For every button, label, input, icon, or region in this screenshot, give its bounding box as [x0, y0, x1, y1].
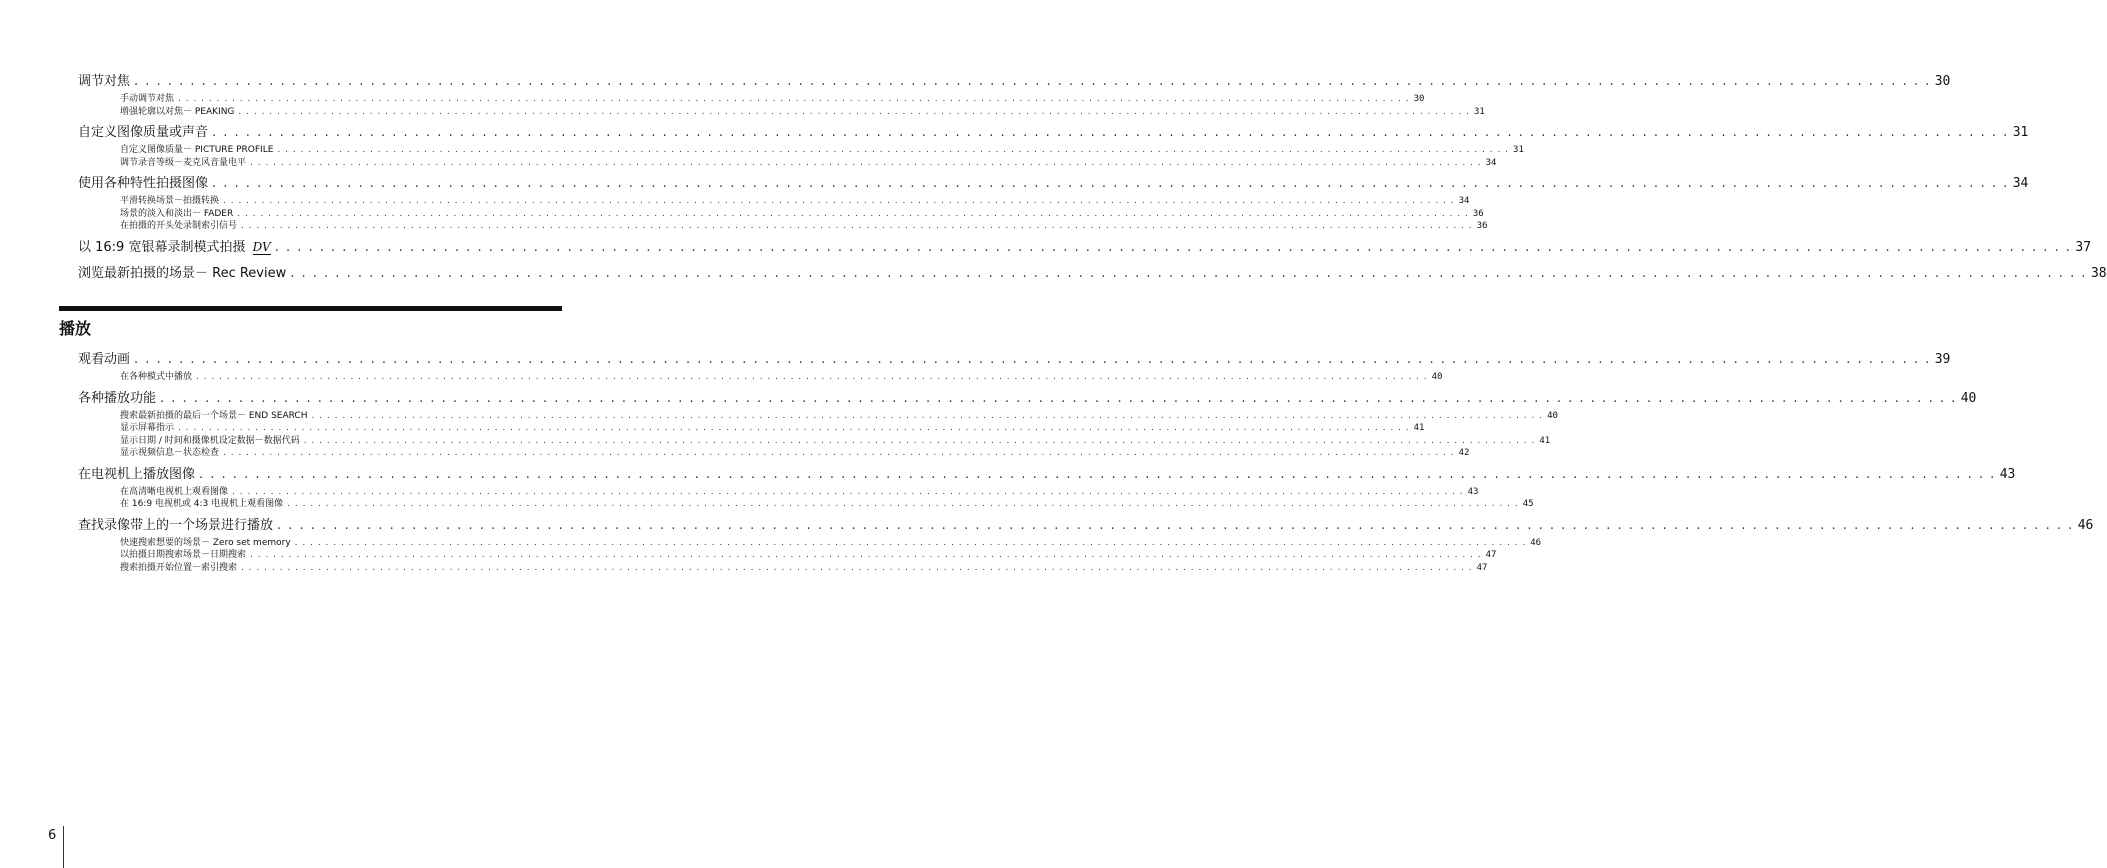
- toc-part1: [78, 70, 2107, 283]
- toc-subentry-page: 41: [1539, 435, 1551, 446]
- toc-subentry-page: 31: [1474, 106, 1485, 117]
- toc-subentry-title: 以拍摄日期搜索场景－日期搜索: [120, 550, 247, 560]
- toc-entry[interactable]: [78, 262, 2107, 283]
- toc-part2: [78, 348, 2094, 573]
- toc-entry[interactable]: [78, 348, 1951, 369]
- toc-subentry[interactable]: [78, 218, 1488, 231]
- toc-subentry-title: 场景的淡入和淡出－ FADER: [120, 208, 234, 219]
- toc-subentry-page: 43: [1467, 486, 1479, 497]
- toc-subentry-title: 搜索拍摄开始位置－索引搜索: [120, 562, 238, 573]
- leader-dots: . . . . . . . . . . . . . . . . . . . . . . . . . . . . . . . . . . . . . . . . . . . . . . . . . . . . . . . . . . . . . . . . . . . . . . . . . . . . . . . . . . . . . . . . . . . . . . . . . . . . . . . . . . . . . . . . . . . . . . . . . . . . . . . . . . . . . . . . . . . . . . . . . . . . . . . . . . . . . . . .: [311, 410, 1544, 421]
- toc-subentry-title: 在高清晰电视机上观看图像: [120, 486, 229, 497]
- toc-entry-page: 46: [2077, 517, 2094, 533]
- leader-dots: . . . . . . . . . . . . . . . . . . . . . . . . . . . . . . . . . . . . . . . . . . . . . . . . . . . . . . . . . . . . . . . . . . . . . . . . . . . . . . . . . . . . . . . . . . . . . . . . . . . . . . . . . . . . . . . . . . . . . . . . . . . . . . . . . . . . . . . . . . . . . . . . . . . . . . . . . . . . . . . .: [196, 372, 1428, 382]
- leader-dots: . . . . . . . . . . . . . . . . . . . . . . . . . . . . . . . . . . . . . . . . . . . . . . . . . . . . . . . . . . . . . . . . . . . . . . . . . . . . . . . . . . . . . . . . . . . . . . . . . . . . . . . . . . . . . . . . . . . . . . . . . . . . . . . . . . . . . . . . . . . . . . . . . . . . . . . . . . . . . . . .: [250, 157, 1482, 168]
- leader-dots: . . . . . . . . . . . . . . . . . . . . . . . . . . . . . . . . . . . . . . . . . . . . . . . . . . . . . . . . . . . . . . . . . . . . . . . . . . . . . . . . . . . . . . . . . . . . . . . . . . . . . . . . . . . . . . . . . . . . . . . . . . . . . . . . . . . . . . . . . . . . . . . . . . . . . . . . . . . . . . . .: [303, 435, 1536, 446]
- leader-dots: . . . . . . . . . . . . . . . . . . . . . . . . . . . . . . . . . . . . . . . . . . . . . . . . . . . . . . . . . . . . . . . . . . . . . . . . . . . . . . . . . . . . . . . . . . . . . . . . . . . . . . . . . . . . . . . . . . . . . . . . . . . . . . . . . . . . . . . . . . . . . . . . . . . . . . . . . . . . . . . .: [274, 239, 2072, 255]
- toc-subentry-page: 47: [1476, 562, 1488, 573]
- leader-dots: . . . . . . . . . . . . . . . . . . . . . . . . . . . . . . . . . . . . . . . . . . . . . . . . . . . . . . . . . . . . . . . . . . . . . . . . . . . . . . . . . . . . . . . . . . . . . . . . . . . . . . . . . . . . . . . . . . . . . . . . . . . . . . . . . . . . . . . . . . . . . . . . . . . . . . . . . . . . . . . .: [241, 221, 1473, 231]
- toc-subentry-title: 自定义图像质量－ PICTURE PROFILE: [120, 145, 274, 155]
- toc-subentry-title: 在各种模式中播放: [120, 372, 193, 382]
- toc-subentry-page: 30: [1413, 94, 1425, 104]
- leader-dots: . . . . . . . . . . . . . . . . . . . . . . . . . . . . . . . . . . . . . . . . . . . . . . . . . . . . . . . . . . . . . . . . . . . . . . . . . . . . . . . . . . . . . . . . . . . . . . . . . . . . . . . . . . . . . . . . . . . . . . . . . . . . . . . . . . . . . . . . . . . . . . . . . . . . . . . . . . . . . . . .: [160, 390, 1957, 406]
- leader-dots: . . . . . . . . . . . . . . . . . . . . . . . . . . . . . . . . . . . . . . . . . . . . . . . . . . . . . . . . . . . . . . . . . . . . . . . . . . . . . . . . . . . . . . . . . . . . . . . . . . . . . . . . . . . . . . . . . . . . . . . . . . . . . . . . . . . . . . . . . . . . . . . . . . . . . . . . . . . . . . . .: [232, 486, 1464, 497]
- toc-subentry-title: 快速搜索想要的场景－ Zero set memory: [120, 537, 291, 548]
- toc-subentry-page: 36: [1476, 221, 1488, 231]
- toc-entry-page: 31: [2012, 125, 2029, 140]
- toc-subentry[interactable]: [78, 484, 1479, 497]
- toc-entry-title: 使用各种特性拍摄图像: [78, 176, 209, 191]
- margin-line: [63, 826, 64, 868]
- toc-subentry-title: 在拍摄的开头处录制索引信号: [120, 221, 238, 231]
- toc-entry-title: 各种播放功能: [78, 390, 157, 406]
- toc-entry[interactable]: [78, 236, 2092, 257]
- toc-subentry[interactable]: [78, 91, 1425, 104]
- toc-subentry-title: 增强轮廓以对焦－ PEAKING: [120, 106, 235, 117]
- toc-subentry[interactable]: [78, 104, 1485, 117]
- toc-entry-page: 43: [1999, 466, 2016, 482]
- leader-dots: . . . . . . . . . . . . . . . . . . . . . . . . . . . . . . . . . . . . . . . . . . . . . . . . . . . . . . . . . . . . . . . . . . . . . . . . . . . . . . . . . . . . . . . . . . . . . . . . . . . . . . . . . . . . . . . . . . . . . . . . . . . . . . . . . . . . . . . . . . . . . . . . . . . . . . . . . . . . . . . .: [223, 196, 1455, 206]
- leader-dots: . . . . . . . . . . . . . . . . . . . . . . . . . . . . . . . . . . . . . . . . . . . . . . . . . . . . . . . . . . . . . . . . . . . . . . . . . . . . . . . . . . . . . . . . . . . . . . . . . . . . . . . . . . . . . . . . . . . . . . . . . . . . . . . . . . . . . . . . . . . . . . . . . . . . . . . . . . . . . . . .: [241, 562, 1473, 573]
- toc-entry-title: 观看动画: [78, 352, 131, 367]
- section-title: 播放: [59, 319, 92, 338]
- leader-dots: . . . . . . . . . . . . . . . . . . . . . . . . . . . . . . . . . . . . . . . . . . . . . . . . . . . . . . . . . . . . . . . . . . . . . . . . . . . . . . . . . . . . . . . . . . . . . . . . . . . . . . . . . . . . . . . . . . . . . . . . . . . . . . . . . . . . . . . . . . . . . . . . . . . . . . . . . . . . . . . .: [178, 94, 1410, 104]
- toc-subentry-page: 31: [1513, 145, 1524, 155]
- leader-dots: . . . . . . . . . . . . . . . . . . . . . . . . . . . . . . . . . . . . . . . . . . . . . . . . . . . . . . . . . . . . . . . . . . . . . . . . . . . . . . . . . . . . . . . . . . . . . . . . . . . . . . . . . . . . . . . . . . . . . . . . . . . . . . . . . . . . . . . . . . . . . . . . . . . . . . . . . . . . . . . .: [250, 550, 1482, 560]
- toc-entry[interactable]: [78, 70, 1951, 91]
- toc-entry[interactable]: [78, 387, 1977, 408]
- toc-entry-title: 在电视机上播放图像: [78, 466, 196, 482]
- toc-entry-page: 37: [2075, 239, 2092, 255]
- toc-subentry[interactable]: [78, 420, 1425, 433]
- leader-dots: . . . . . . . . . . . . . . . . . . . . . . . . . . . . . . . . . . . . . . . . . . . . . . . . . . . . . . . . . . . . . . . . . . . . . . . . . . . . . . . . . . . . . . . . . . . . . . . . . . . . . . . . . . . . . . . . . . . . . . . . . . . . . . . . . . . . . . . . . . . . . . . . . . . . . . . . . . . . . . . .: [290, 265, 2087, 281]
- toc-subentry[interactable]: [78, 433, 1551, 446]
- toc-entry-page: 39: [1934, 352, 1951, 367]
- dv-logo-icon: DV: [252, 239, 271, 254]
- toc-entry-page: 38: [2090, 265, 2107, 281]
- toc-subentry[interactable]: [78, 547, 1497, 560]
- leader-dots: . . . . . . . . . . . . . . . . . . . . . . . . . . . . . . . . . . . . . . . . . . . . . . . . . . . . . . . . . . . . . . . . . . . . . . . . . . . . . . . . . . . . . . . . . . . . . . . . . . . . . . . . . . . . . . . . . . . . . . . . . . . . . . . . . . . . . . . . . . . . . . . . . . . . . . . . . . . . . . . .: [134, 352, 1931, 367]
- page-number: 6: [48, 828, 57, 843]
- toc-subentry[interactable]: [78, 142, 1524, 155]
- leader-dots: . . . . . . . . . . . . . . . . . . . . . . . . . . . . . . . . . . . . . . . . . . . . . . . . . . . . . . . . . . . . . . . . . . . . . . . . . . . . . . . . . . . . . . . . . . . . . . . . . . . . . . . . . . . . . . . . . . . . . . . . . . . . . . . . . . . . . . . . . . . . . . . . . . . . . . . . . . . . . . . .: [134, 74, 1931, 89]
- toc-subentry[interactable]: [78, 193, 1470, 206]
- toc-subentry-title: 显示屏幕指示: [120, 423, 175, 433]
- leader-dots: . . . . . . . . . . . . . . . . . . . . . . . . . . . . . . . . . . . . . . . . . . . . . . . . . . . . . . . . . . . . . . . . . . . . . . . . . . . . . . . . . . . . . . . . . . . . . . . . . . . . . . . . . . . . . . . . . . . . . . . . . . . . . . . . . . . . . . . . . . . . . . . . . . . . . . . . . . . . . . . .: [237, 208, 1469, 219]
- leader-dots: . . . . . . . . . . . . . . . . . . . . . . . . . . . . . . . . . . . . . . . . . . . . . . . . . . . . . . . . . . . . . . . . . . . . . . . . . . . . . . . . . . . . . . . . . . . . . . . . . . . . . . . . . . . . . . . . . . . . . . . . . . . . . . . . . . . . . . . . . . . . . . . . . . . . . . . . . . . . . . . .: [294, 537, 1527, 548]
- leader-dots: . . . . . . . . . . . . . . . . . . . . . . . . . . . . . . . . . . . . . . . . . . . . . . . . . . . . . . . . . . . . . . . . . . . . . . . . . . . . . . . . . . . . . . . . . . . . . . . . . . . . . . . . . . . . . . . . . . . . . . . . . . . . . . . . . . . . . . . . . . . . . . . . . . . . . . . . . . . . . . . .: [212, 176, 2009, 191]
- toc-entry[interactable]: [78, 463, 2016, 484]
- toc-subentry-page: 34: [1458, 196, 1470, 206]
- toc-subentry-page: 34: [1485, 157, 1497, 168]
- leader-dots: . . . . . . . . . . . . . . . . . . . . . . . . . . . . . . . . . . . . . . . . . . . . . . . . . . . . . . . . . . . . . . . . . . . . . . . . . . . . . . . . . . . . . . . . . . . . . . . . . . . . . . . . . . . . . . . . . . . . . . . . . . . . . . . . . . . . . . . . . . . . . . . . . . . . . . . . . . . . . . . .: [223, 448, 1455, 458]
- toc-subentry-page: 45: [1522, 499, 1534, 509]
- leader-dots: . . . . . . . . . . . . . . . . . . . . . . . . . . . . . . . . . . . . . . . . . . . . . . . . . . . . . . . . . . . . . . . . . . . . . . . . . . . . . . . . . . . . . . . . . . . . . . . . . . . . . . . . . . . . . . . . . . . . . . . . . . . . . . . . . . . . . . . . . . . . . . . . . . . . . . . . . . . . . . . .: [178, 423, 1410, 433]
- toc-entry-title: 以 16:9 宽银幕录制模式拍摄 DV: [78, 239, 271, 255]
- toc-entry-title: 浏览最新拍摄的场景－ Rec Review: [78, 265, 287, 281]
- toc-subentry[interactable]: [78, 408, 1558, 421]
- leader-dots: . . . . . . . . . . . . . . . . . . . . . . . . . . . . . . . . . . . . . . . . . . . . . . . . . . . . . . . . . . . . . . . . . . . . . . . . . . . . . . . . . . . . . . . . . . . . . . . . . . . . . . . . . . . . . . . . . . . . . . . . . . . . . . . . . . . . . . . . . . . . . . . . . . . . . . . . . . . . . . . .: [199, 466, 1996, 482]
- leader-dots: . . . . . . . . . . . . . . . . . . . . . . . . . . . . . . . . . . . . . . . . . . . . . . . . . . . . . . . . . . . . . . . . . . . . . . . . . . . . . . . . . . . . . . . . . . . . . . . . . . . . . . . . . . . . . . . . . . . . . . . . . . . . . . . . . . . . . . . . . . . . . . . . . . . . . . . . . . . . . . . .: [277, 517, 2074, 533]
- toc-subentry-page: 40: [1547, 410, 1558, 421]
- toc-subentry[interactable]: [78, 369, 1443, 382]
- toc-subentry-title: 搜索最新拍摄的最后一个场景－ END SEARCH: [120, 410, 308, 421]
- toc-subentry-title: 在 16:9 电视机或 4:3 电视机上观看图像: [120, 499, 284, 509]
- leader-dots: . . . . . . . . . . . . . . . . . . . . . . . . . . . . . . . . . . . . . . . . . . . . . . . . . . . . . . . . . . . . . . . . . . . . . . . . . . . . . . . . . . . . . . . . . . . . . . . . . . . . . . . . . . . . . . . . . . . . . . . . . . . . . . . . . . . . . . . . . . . . . . . . . . . . . . . . . . . . . . . .: [287, 499, 1519, 509]
- leader-dots: . . . . . . . . . . . . . . . . . . . . . . . . . . . . . . . . . . . . . . . . . . . . . . . . . . . . . . . . . . . . . . . . . . . . . . . . . . . . . . . . . . . . . . . . . . . . . . . . . . . . . . . . . . . . . . . . . . . . . . . . . . . . . . . . . . . . . . . . . . . . . . . . . . . . . . . . . . . . . . . .: [238, 106, 1471, 117]
- toc-entry[interactable]: [78, 514, 2094, 535]
- toc-subentry-title: 手动调节对焦: [120, 94, 175, 104]
- toc-subentry-page: 46: [1530, 537, 1542, 548]
- toc-subentry-title: 平滑转换场景－拍摄转换: [120, 196, 220, 206]
- toc-subentry-page: 40: [1431, 372, 1443, 382]
- leader-dots: . . . . . . . . . . . . . . . . . . . . . . . . . . . . . . . . . . . . . . . . . . . . . . . . . . . . . . . . . . . . . . . . . . . . . . . . . . . . . . . . . . . . . . . . . . . . . . . . . . . . . . . . . . . . . . . . . . . . . . . . . . . . . . . . . . . . . . . . . . . . . . . . . . . . . . . . . . . . . . . .: [212, 125, 2009, 140]
- toc-subentry-page: 36: [1472, 208, 1484, 219]
- toc-subentry-page: 41: [1413, 423, 1425, 433]
- toc-subentry-page: 47: [1485, 550, 1497, 560]
- toc-entry-title: 调节对焦: [78, 74, 131, 89]
- toc-entry-page: 40: [1960, 390, 1977, 406]
- toc-subentry[interactable]: [78, 535, 1542, 548]
- toc-subentry[interactable]: [78, 496, 1534, 509]
- toc-entry-title: 查找录像带上的一个场景进行播放: [78, 517, 274, 533]
- section-divider: [59, 306, 562, 311]
- toc-entry-page: 34: [2012, 176, 2029, 191]
- toc-subentry[interactable]: [78, 206, 1484, 219]
- toc-subentry[interactable]: [78, 445, 1470, 458]
- toc-subentry-page: 42: [1458, 448, 1470, 458]
- toc-subentry-title: 显示日期 / 时间和摄像机设定数据－数据代码: [120, 435, 300, 446]
- toc-entry-title: 自定义图像质量或声音: [78, 125, 209, 140]
- toc-entry-page: 30: [1934, 74, 1951, 89]
- toc-subentry[interactable]: [78, 560, 1488, 573]
- toc-subentry[interactable]: [78, 155, 1497, 168]
- leader-dots: . . . . . . . . . . . . . . . . . . . . . . . . . . . . . . . . . . . . . . . . . . . . . . . . . . . . . . . . . . . . . . . . . . . . . . . . . . . . . . . . . . . . . . . . . . . . . . . . . . . . . . . . . . . . . . . . . . . . . . . . . . . . . . . . . . . . . . . . . . . . . . . . . . . . . . . . . . . . . . . .: [277, 145, 1510, 155]
- toc-entry[interactable]: [78, 121, 2029, 142]
- toc-subentry-title: 显示视频信息－状态检查: [120, 448, 220, 458]
- toc-entry[interactable]: [78, 172, 2029, 193]
- toc-subentry-title: 调节录音等级－麦克风音量电平: [120, 157, 247, 168]
